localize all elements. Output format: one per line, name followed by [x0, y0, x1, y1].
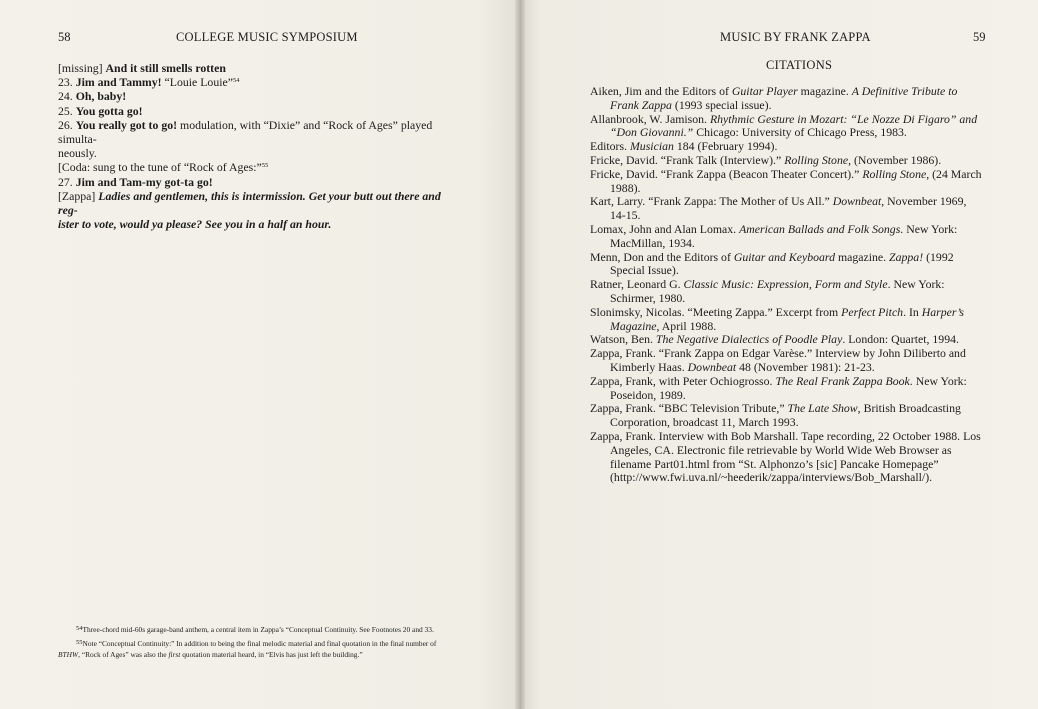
- footnote-marker: 55: [76, 639, 83, 646]
- section-title: CITATIONS: [766, 58, 833, 72]
- citation-text: Lomax, John and Alan Lomax.: [590, 221, 740, 236]
- citation-text: Fricke, David. “Frank Zappa (Beacon Theater Concert).”: [590, 166, 863, 181]
- footnote-text: Note “Conceptual Continuity:” In addition to being the final melodic material and final quotation in the final number of: [82, 639, 437, 648]
- citation-text: Menn, Don and the Editors of: [590, 249, 734, 264]
- lyric-note: “Louie Louie”: [161, 75, 233, 90]
- citation-text: Zappa!: [889, 249, 924, 264]
- lyric-text: You gotta go!: [75, 103, 143, 118]
- citation-text: Zappa, Frank, with Peter Ochiogrosso.: [590, 373, 776, 388]
- lyric-text: Jim and Tam-my got-ta go!: [75, 174, 213, 189]
- citation-text: Guitar Player: [731, 84, 798, 98]
- citation-entry: [590, 168, 985, 196]
- citation-text: Downbeat: [832, 194, 882, 209]
- citation-text: Harper’s Magazine: [610, 304, 964, 333]
- lyric-text: Ladies and gentlemen, this is intermission. Get your butt out there and reg-: [58, 188, 441, 218]
- lyric-line: [58, 189, 458, 217]
- citation-text: Rolling Stone: [862, 166, 927, 181]
- citation-text: Zappa, Frank. “Frank Zappa on Edgar Varèse.” Interview by John Diliberto and Kimberly Haas.: [590, 346, 966, 374]
- citation-text: , (November 1986).: [848, 152, 942, 167]
- lyric-text: You really got to go!: [75, 117, 178, 132]
- citation-text: , (24 March 1988).: [610, 166, 982, 195]
- citation-entry: [590, 375, 985, 403]
- citation-text: The Negative Dialectics of Poodle Play: [655, 332, 843, 347]
- citation-text: 184 (February 1994).: [673, 139, 778, 154]
- citation-entry: [590, 278, 985, 306]
- citation-text: A Definitive Tribute to Frank Zappa: [610, 84, 958, 112]
- citations-list: [590, 85, 985, 485]
- line-number: 24.: [58, 89, 76, 104]
- citation-entry: [590, 195, 985, 223]
- page-number: 59: [973, 30, 986, 44]
- citation-text: Kart, Larry. “Frank Zappa: The Mother of Us All.”: [590, 194, 833, 209]
- citation-text: , April 1988.: [656, 318, 717, 333]
- lyric-line: [58, 61, 458, 75]
- line-number: 27.: [58, 174, 76, 189]
- footnote: [58, 638, 458, 660]
- lyric-line: [58, 146, 458, 160]
- citation-entry: [590, 306, 985, 334]
- lyric-line: [58, 104, 458, 118]
- citation-entry: [590, 223, 985, 251]
- citation-text: Rolling Stone: [784, 152, 849, 167]
- lyric-note: modulation, with “Dixie” and “Rock of Ages” played simulta-: [58, 117, 433, 147]
- citation-text: Guitar and Keyboard: [733, 249, 835, 264]
- citation-entry: [590, 85, 985, 113]
- citation-entry: [590, 140, 985, 154]
- footnote-ref: 54: [232, 77, 240, 85]
- citation-text: , November 1969, 14-15.: [610, 194, 967, 223]
- lyric-note: [Zappa]: [58, 188, 99, 203]
- lyric-line: [58, 217, 458, 231]
- citation-entry: [590, 333, 985, 347]
- footnote-text: BTHW: [58, 650, 79, 659]
- lyric-line: [58, 160, 458, 174]
- citation-entry: [590, 430, 985, 485]
- citation-text: Ratner, Leonard G.: [590, 277, 684, 292]
- citation-text: Downbeat: [687, 359, 737, 374]
- citation-text: American Ballads and Folk Songs: [739, 221, 901, 236]
- citation-text: magazine.: [797, 84, 852, 98]
- footnote-ref: 55: [261, 162, 269, 170]
- lyric-line: [58, 118, 458, 146]
- citation-text: . London: Quartet, 1994.: [842, 332, 959, 347]
- citation-text: Musician: [629, 139, 674, 154]
- lyric-note: [Coda: sung to the tune of “Rock of Ages:”: [58, 160, 262, 175]
- citation-text: The Late Show: [787, 401, 858, 416]
- line-number: 25.: [58, 103, 76, 118]
- citation-text: Perfect Pitch: [841, 304, 904, 319]
- citation-text: . New York: Schirmer, 1980.: [610, 277, 945, 305]
- lyric-text: Jim and Tammy!: [75, 75, 162, 90]
- citation-entry: [590, 347, 985, 375]
- citation-entry: [590, 251, 985, 279]
- line-number: 26.: [58, 117, 76, 132]
- citation-entry: [590, 154, 985, 168]
- lyric-text: Oh, baby!: [75, 89, 127, 104]
- citation-text: (1993 special issue).: [671, 97, 772, 112]
- footnotes: [58, 624, 458, 663]
- citation-text: The Real Frank Zappa Book: [775, 373, 910, 388]
- lyric-line: [58, 75, 458, 89]
- citation-entry: [590, 113, 985, 141]
- citation-text: Rhythmic Gesture in Mozart: “Le Nozze Di Figaro” and “Don Giovanni.”: [610, 111, 978, 140]
- lyrics-block: [58, 61, 458, 231]
- right-page: [520, 0, 1038, 709]
- citation-text: Zappa, Frank. Interview with Bob Marshall. Tape recording, 22 October 1988. Los Angeles, CA. Electronic file retrievable by World Wide Web Browser as filename Part01.html from “St. Alphonzo’s [sic] Pancake Homepage” (http://www.fwi.uva.nl/~heederik/zappa/interviews/Bob_Marshall/).: [590, 428, 981, 485]
- lyric-note: [missing]: [58, 61, 106, 75]
- citation-text: magazine.: [835, 249, 890, 264]
- citation-text: Slonimsky, Nicolas. “Meeting Zappa.” Excerpt from: [590, 304, 842, 319]
- footnote-text: first: [168, 650, 181, 659]
- citation-text: (1992 Special Issue).: [610, 249, 954, 278]
- citation-text: Fricke, David. “Frank Talk (Interview).”: [590, 152, 785, 167]
- citation-text: . New York: MacMillan, 1934.: [610, 221, 958, 250]
- citation-text: Zappa, Frank. “BBC Television Tribute,”: [590, 401, 788, 416]
- citation-text: Editors.: [590, 139, 630, 154]
- citation-text: . New York: Poseidon, 1989.: [610, 373, 967, 402]
- running-head: MUSIC BY FRANK ZAPPA: [720, 30, 871, 44]
- lyric-line: [58, 175, 458, 189]
- citation-text: . In: [903, 304, 922, 319]
- page-number: 58: [58, 30, 71, 44]
- footnote-text: quotation material heard, in “Elvis has just left the building.”: [180, 650, 363, 659]
- citation-text: Classic Music: Expression, Form and Style: [683, 277, 888, 292]
- line-number: 23.: [58, 75, 76, 90]
- footnote-marker: 54: [76, 625, 83, 632]
- lyric-text: ister to vote, would ya please? See you in a half an hour.: [58, 217, 332, 232]
- footnote-text: , “Rock of Ages” was also the: [78, 650, 169, 659]
- citation-entry: [590, 402, 985, 430]
- citation-text: Watson, Ben.: [590, 332, 656, 347]
- running-head: COLLEGE MUSIC SYMPOSIUM: [176, 30, 358, 44]
- citation-text: , British Broadcasting Corporation, broadcast 11, March 1993.: [610, 401, 961, 430]
- citation-text: Chicago: University of Chicago Press, 1983.: [693, 125, 907, 140]
- footnote: [58, 624, 458, 635]
- citation-text: Aiken, Jim and the Editors of: [590, 84, 732, 98]
- footnote-text: Three-chord mid-60s garage-band anthem, a central item in Zappa’s “Conceptual Continuity. See Footnotes 20 and 33.: [82, 625, 434, 634]
- lyric-line: [58, 89, 458, 103]
- citation-text: 48 (November 1981): 21-23.: [736, 359, 875, 374]
- lyric-text: And it still smells rotten: [105, 61, 226, 75]
- lyric-note: neously.: [58, 146, 97, 161]
- book-gutter: [515, 0, 525, 709]
- citation-text: Allanbrook, W. Jamison.: [590, 111, 710, 126]
